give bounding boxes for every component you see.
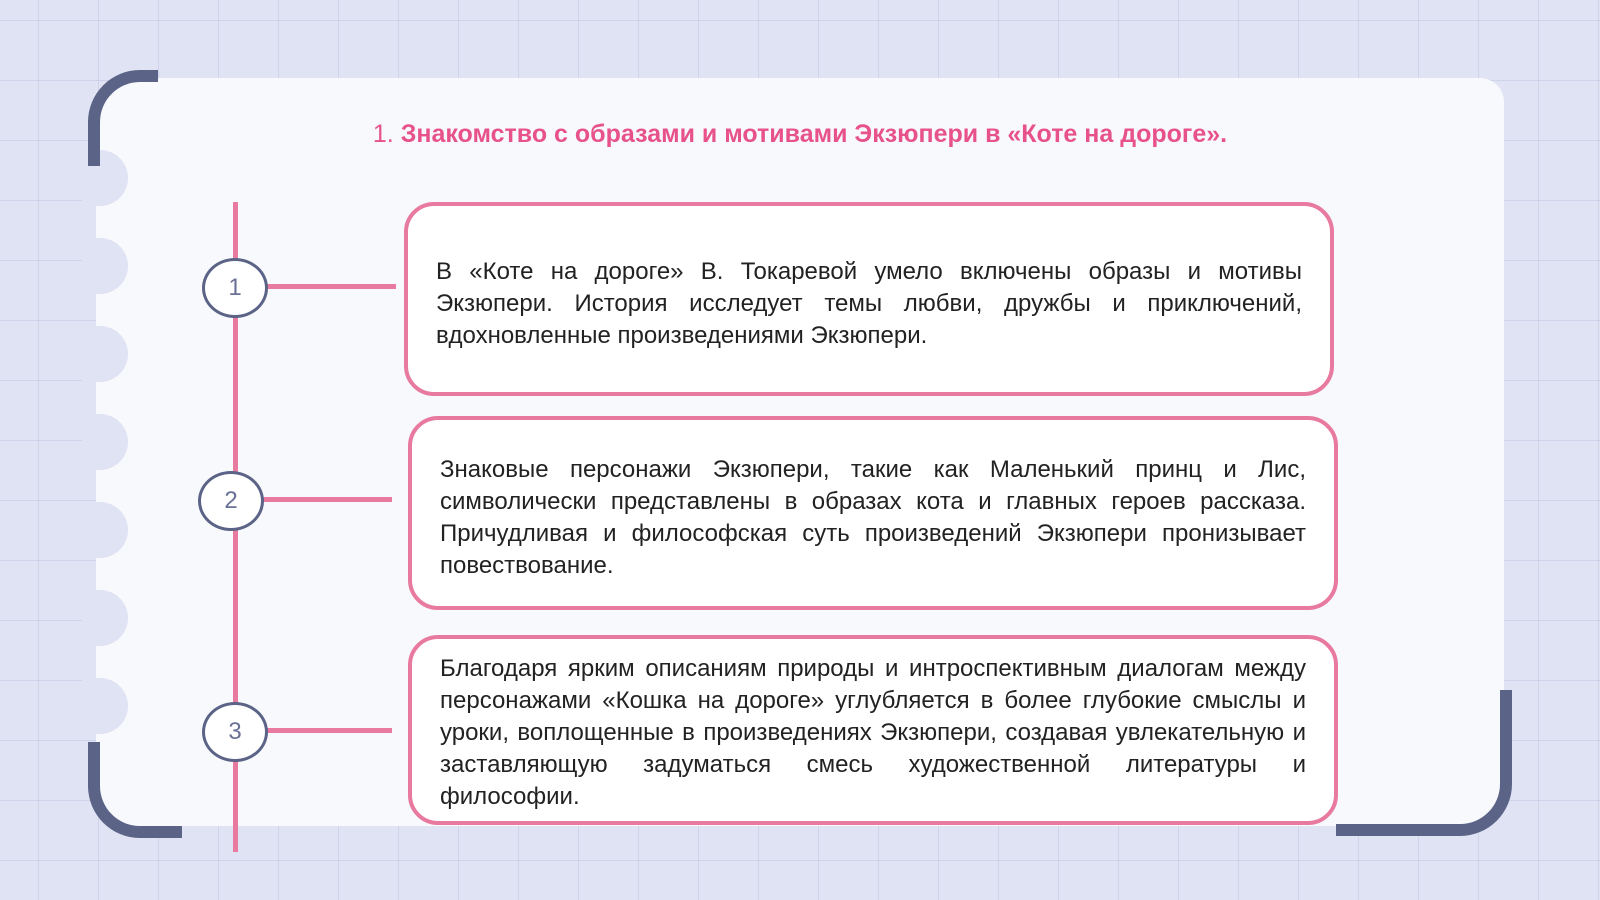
step-marker-2: 2 xyxy=(198,471,264,531)
slide-title-number: 1. xyxy=(372,120,394,148)
content-card-1 xyxy=(404,202,1334,396)
card-text: Знаковые персонажи Экзюпери, такие как Маленький принц и Лис, символически представлены в образах кота и главных героев рассказа. Причудливая и философская суть произведений Экзюпери пронизывает повествование. xyxy=(440,456,1306,579)
card-text: В «Коте на дороге» В. Токаревой умело включены образы и мотивы Экзюпери. История исследует темы любви, дружбы и приключений, вдохновленные произведениями Экзюпери. xyxy=(436,258,1302,349)
card-text: Благодаря ярким описаниям природы и интроспективным диалогам между персонажами «Кошка на дороге» углубляется в более глубокие смыслы и уроки, воплощенные в произведениях Экзюпери, создавая увлекательную и заставляющую задуматься смесь художественной литературы и философии. xyxy=(440,655,1306,810)
content-card-3 xyxy=(408,635,1338,825)
step-marker-1: 1 xyxy=(202,258,268,318)
frame-corner-top-left xyxy=(88,70,158,166)
frame-corner-bottom-right xyxy=(1336,690,1512,836)
slide-title xyxy=(130,120,1470,149)
slide-title-text: Знакомство с образами и мотивами Экзюпери в «Коте на дороге». xyxy=(400,120,1228,148)
timeline-connector xyxy=(262,497,392,502)
frame-corner-bottom-left xyxy=(88,742,182,838)
step-marker-3: 3 xyxy=(202,702,268,762)
timeline-connector xyxy=(266,284,396,289)
content-card-2 xyxy=(408,416,1338,610)
timeline-connector xyxy=(266,728,392,733)
